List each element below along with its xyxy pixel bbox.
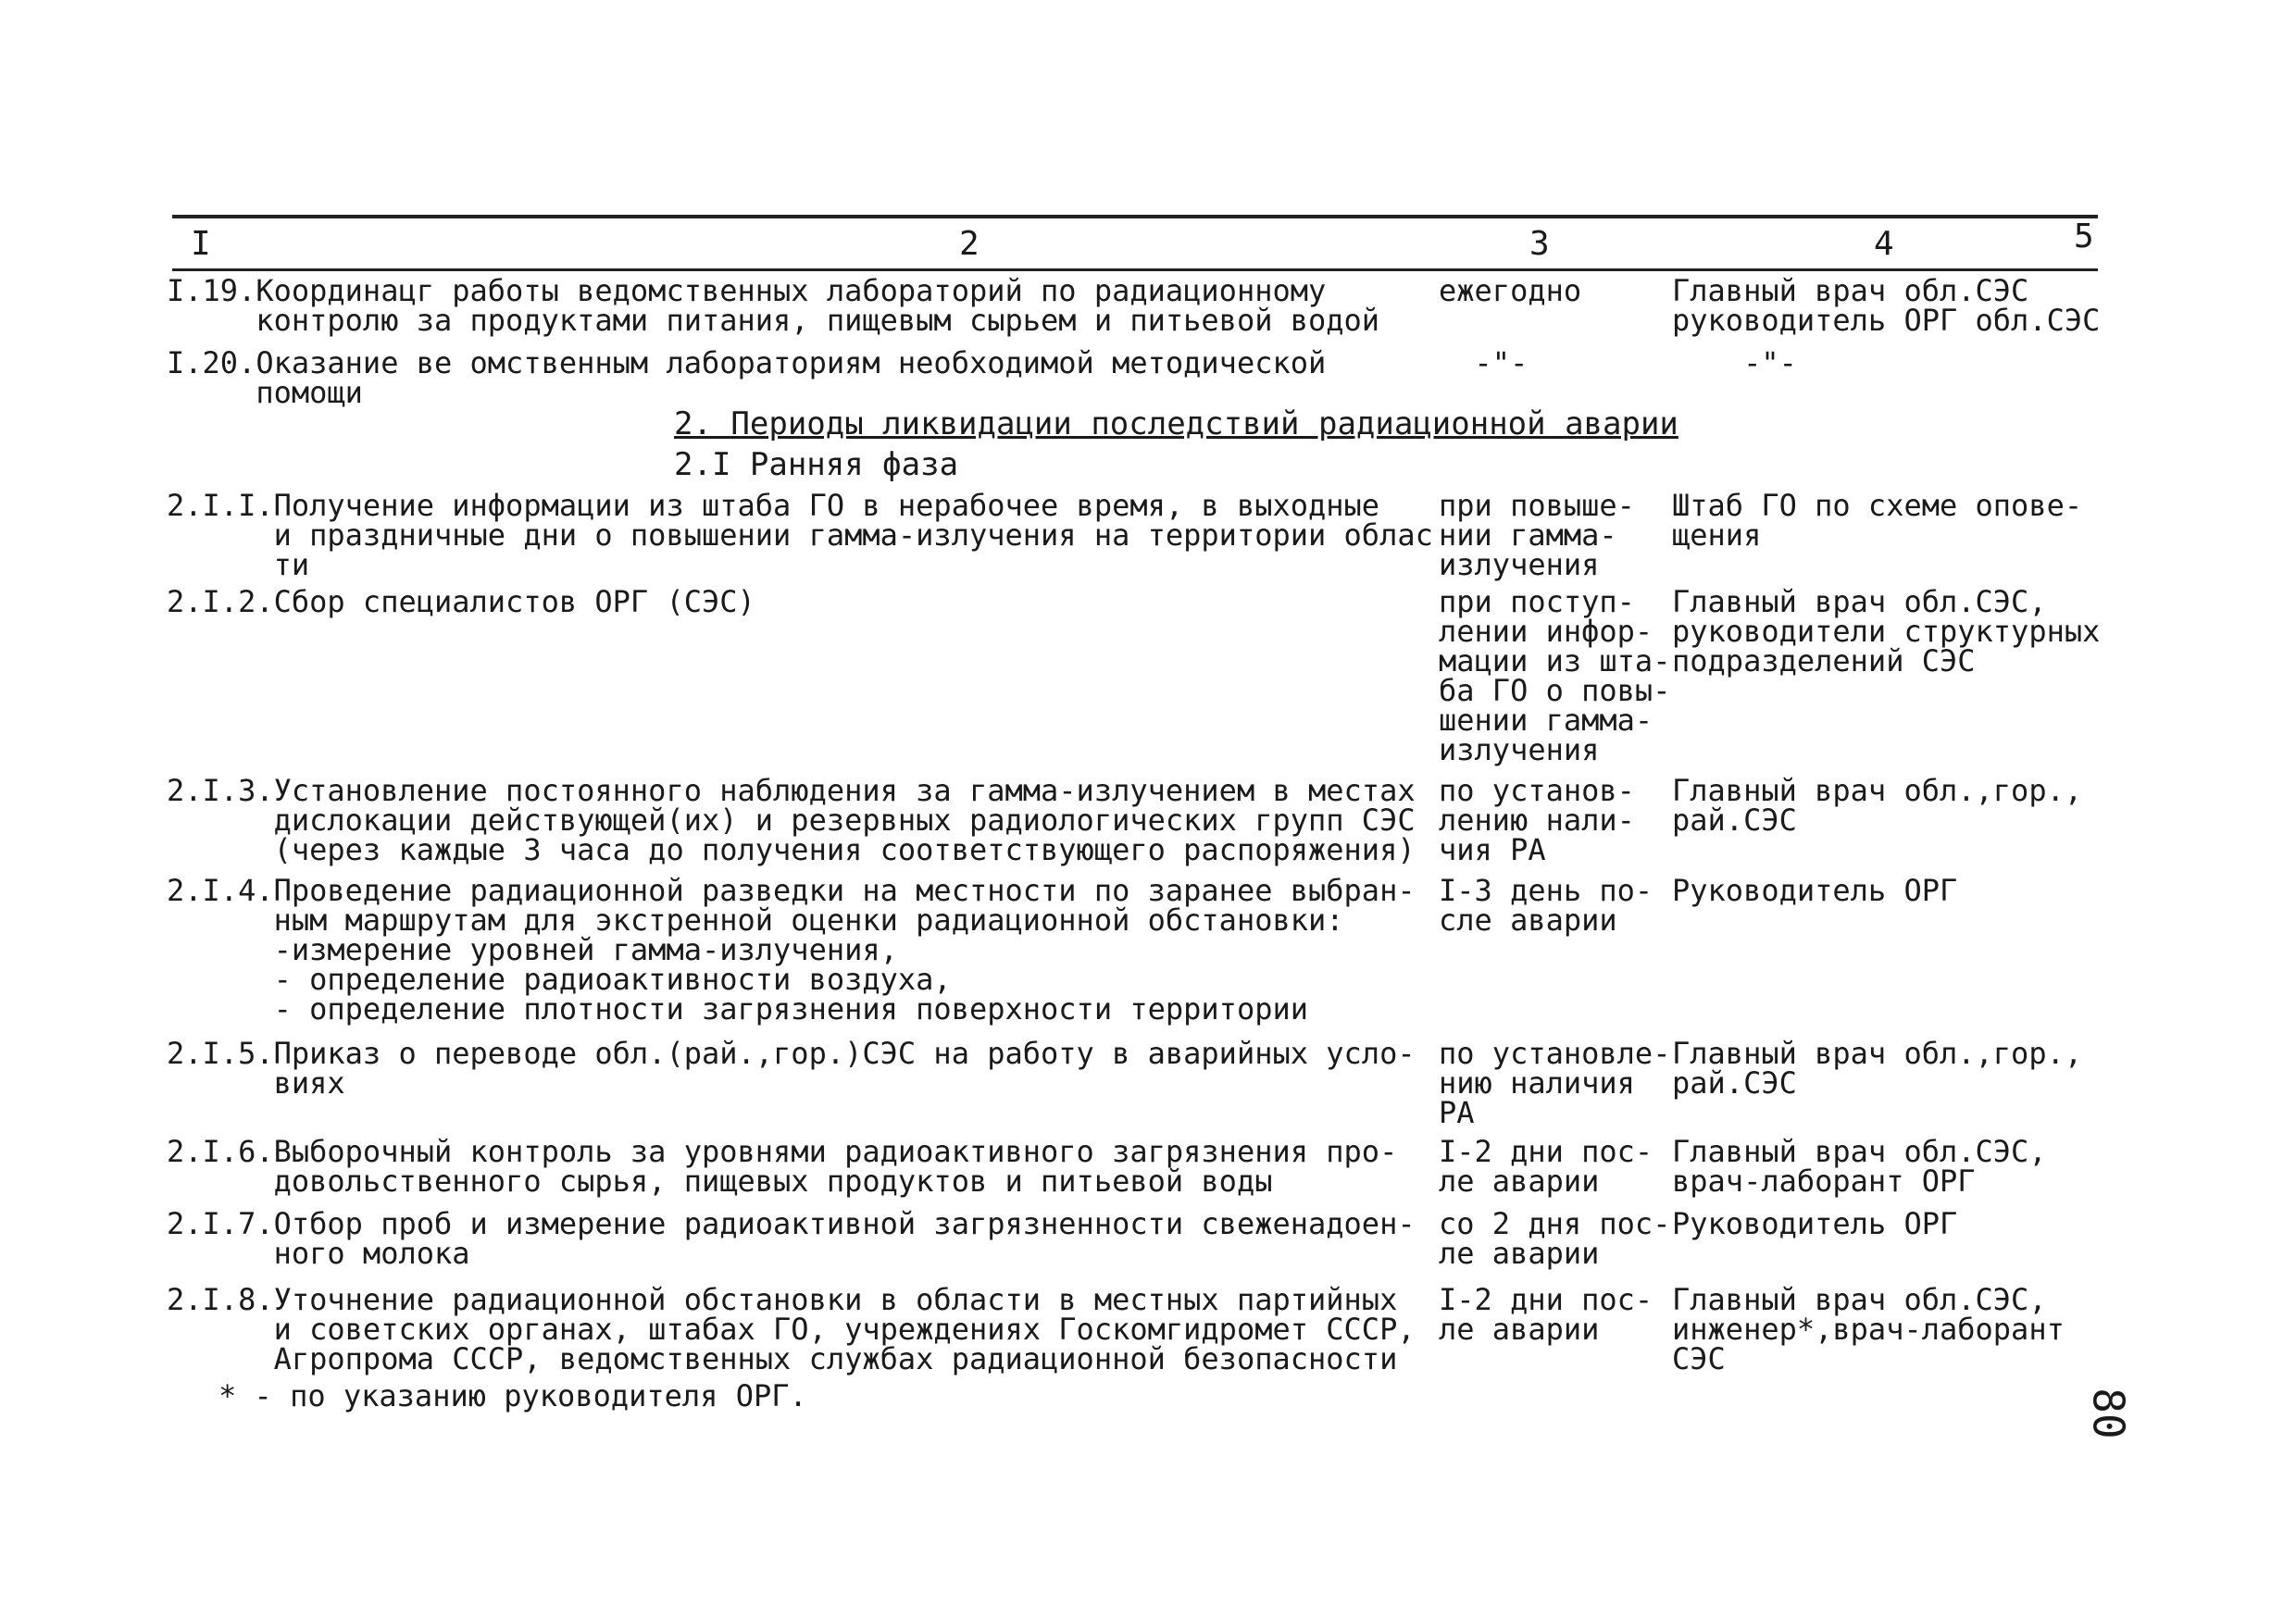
row-activity: 2.I.5.Приказ о переводе обл.(рай.,гор.)СЭС на работу в аварийных усло- виях: [167, 1036, 1416, 1101]
row-responsible: Руководитель ОРГ: [1672, 1206, 1958, 1241]
row-activity: 2.I.8.Уточнение радиационной обстановки в области в местных партийных и советских органах, штабах ГО, учреждениях Госкомгидромет СССР, Агропрома СССР, ведомственных службах радиационной безопасности: [167, 1282, 1416, 1376]
row-responsible: Главный врач обл.СЭС руководитель ОРГ обл.СЭС: [1672, 273, 2101, 338]
row-activity: 2.I.2.Сбор специалистов ОРГ (СЭС): [167, 584, 755, 619]
row-responsible: Главный врач обл.СЭС, руководители структурных подразделений СЭС: [1672, 584, 2101, 678]
row-responsible: Главный врач обл.,гор., рай.СЭС: [1672, 1036, 2083, 1101]
column-header-5: 5: [2074, 218, 2094, 255]
row-deadline: -"-: [1439, 345, 1529, 380]
row-deadline: I-2 дни пос- ле аварии: [1439, 1134, 1653, 1199]
row-responsible: Главный врач обл.СЭС, врач-лаборант ОРГ: [1672, 1134, 2047, 1199]
row-activity: 2.I.7.Отбор проб и измерение радиоактивной загрязненности свеженадоен- ного молока: [167, 1206, 1416, 1271]
column-header-1: I: [191, 225, 211, 263]
row-responsible: Штаб ГО по схеме опове- щения: [1672, 488, 2083, 553]
row-deadline: I-3 день по- сле аварии: [1439, 873, 1653, 938]
row-deadline: I-2 дни пос- ле аварии: [1439, 1282, 1653, 1347]
row-responsible: Главный врач обл.СЭС, инженер*,врач-лаборант СЭС: [1672, 1282, 2065, 1376]
row-responsible: Руководитель ОРГ: [1672, 873, 1958, 908]
row-activity: 2.I.3.Установление постоянного наблюдения за гамма-излучением в местах дислокации действующей(их) и резервных радиологических групп СЭС (через каждые 3 часа до получения соответствующего распоряжения): [167, 773, 1416, 867]
section-title: 2. Периоды ликвидации последствий радиационной аварии: [674, 405, 1678, 442]
section-subtitle: 2.I Ранняя фаза: [674, 446, 959, 483]
row-activity: 2.I.4.Проведение радиационной разведки на местности по заранее выбран- ным маршрутам для экстренной оценки радиационной обстановки: -измерение уровней гамма-излучения, - определение радиоактивности воздуха, - определение плотности загрязнения поверхности территории: [167, 873, 1416, 1027]
row-activity: I.20.Оказание ве омственным лабораториям необходимой методической помощи: [167, 345, 1327, 410]
row-activity: 2.I.I.Получение информации из штаба ГО в нерабочее время, в выходные и праздничные дни о повышении гамма-излучения на территории облас ти: [167, 488, 1433, 582]
footnote: * - по указанию руководителя ОРГ.: [218, 1378, 807, 1413]
row-responsible: -"-: [1672, 345, 1797, 380]
row-responsible: Главный врач обл.,гор., рай.СЭС: [1672, 773, 2083, 838]
top-rule: [172, 215, 2098, 218]
row-deadline: при поступ- лении инфор- мации из шта- ба ГО о повы- шении гамма- излучения: [1439, 584, 1671, 767]
row-deadline: по установле- нию наличия РА: [1439, 1036, 1671, 1130]
column-header-3: 3: [1529, 225, 1550, 263]
column-header-4: 4: [1874, 225, 1894, 263]
row-activity: I.19.Координацг работы ведомственных лабораторий по радиационному контролю за продуктами питания, пищевым сырьем и питьевой водой: [167, 273, 1380, 338]
row-deadline: ежегодно: [1439, 273, 1582, 308]
page-number: 80: [2083, 1388, 2134, 1439]
column-header-2: 2: [959, 225, 980, 263]
row-deadline: при повыше- нии гамма- излучения: [1439, 488, 1635, 582]
row-activity: 2.I.6.Выборочный контроль за уровнями радиоактивного загрязнения про- довольственного сырья, пищевых продуктов и питьевой воды: [167, 1134, 1398, 1199]
header-bottom-rule: [172, 268, 2098, 271]
row-deadline: со 2 дня пос- ле аварии: [1439, 1206, 1671, 1271]
row-deadline: по установ- лению нали- чия РА: [1439, 773, 1635, 867]
